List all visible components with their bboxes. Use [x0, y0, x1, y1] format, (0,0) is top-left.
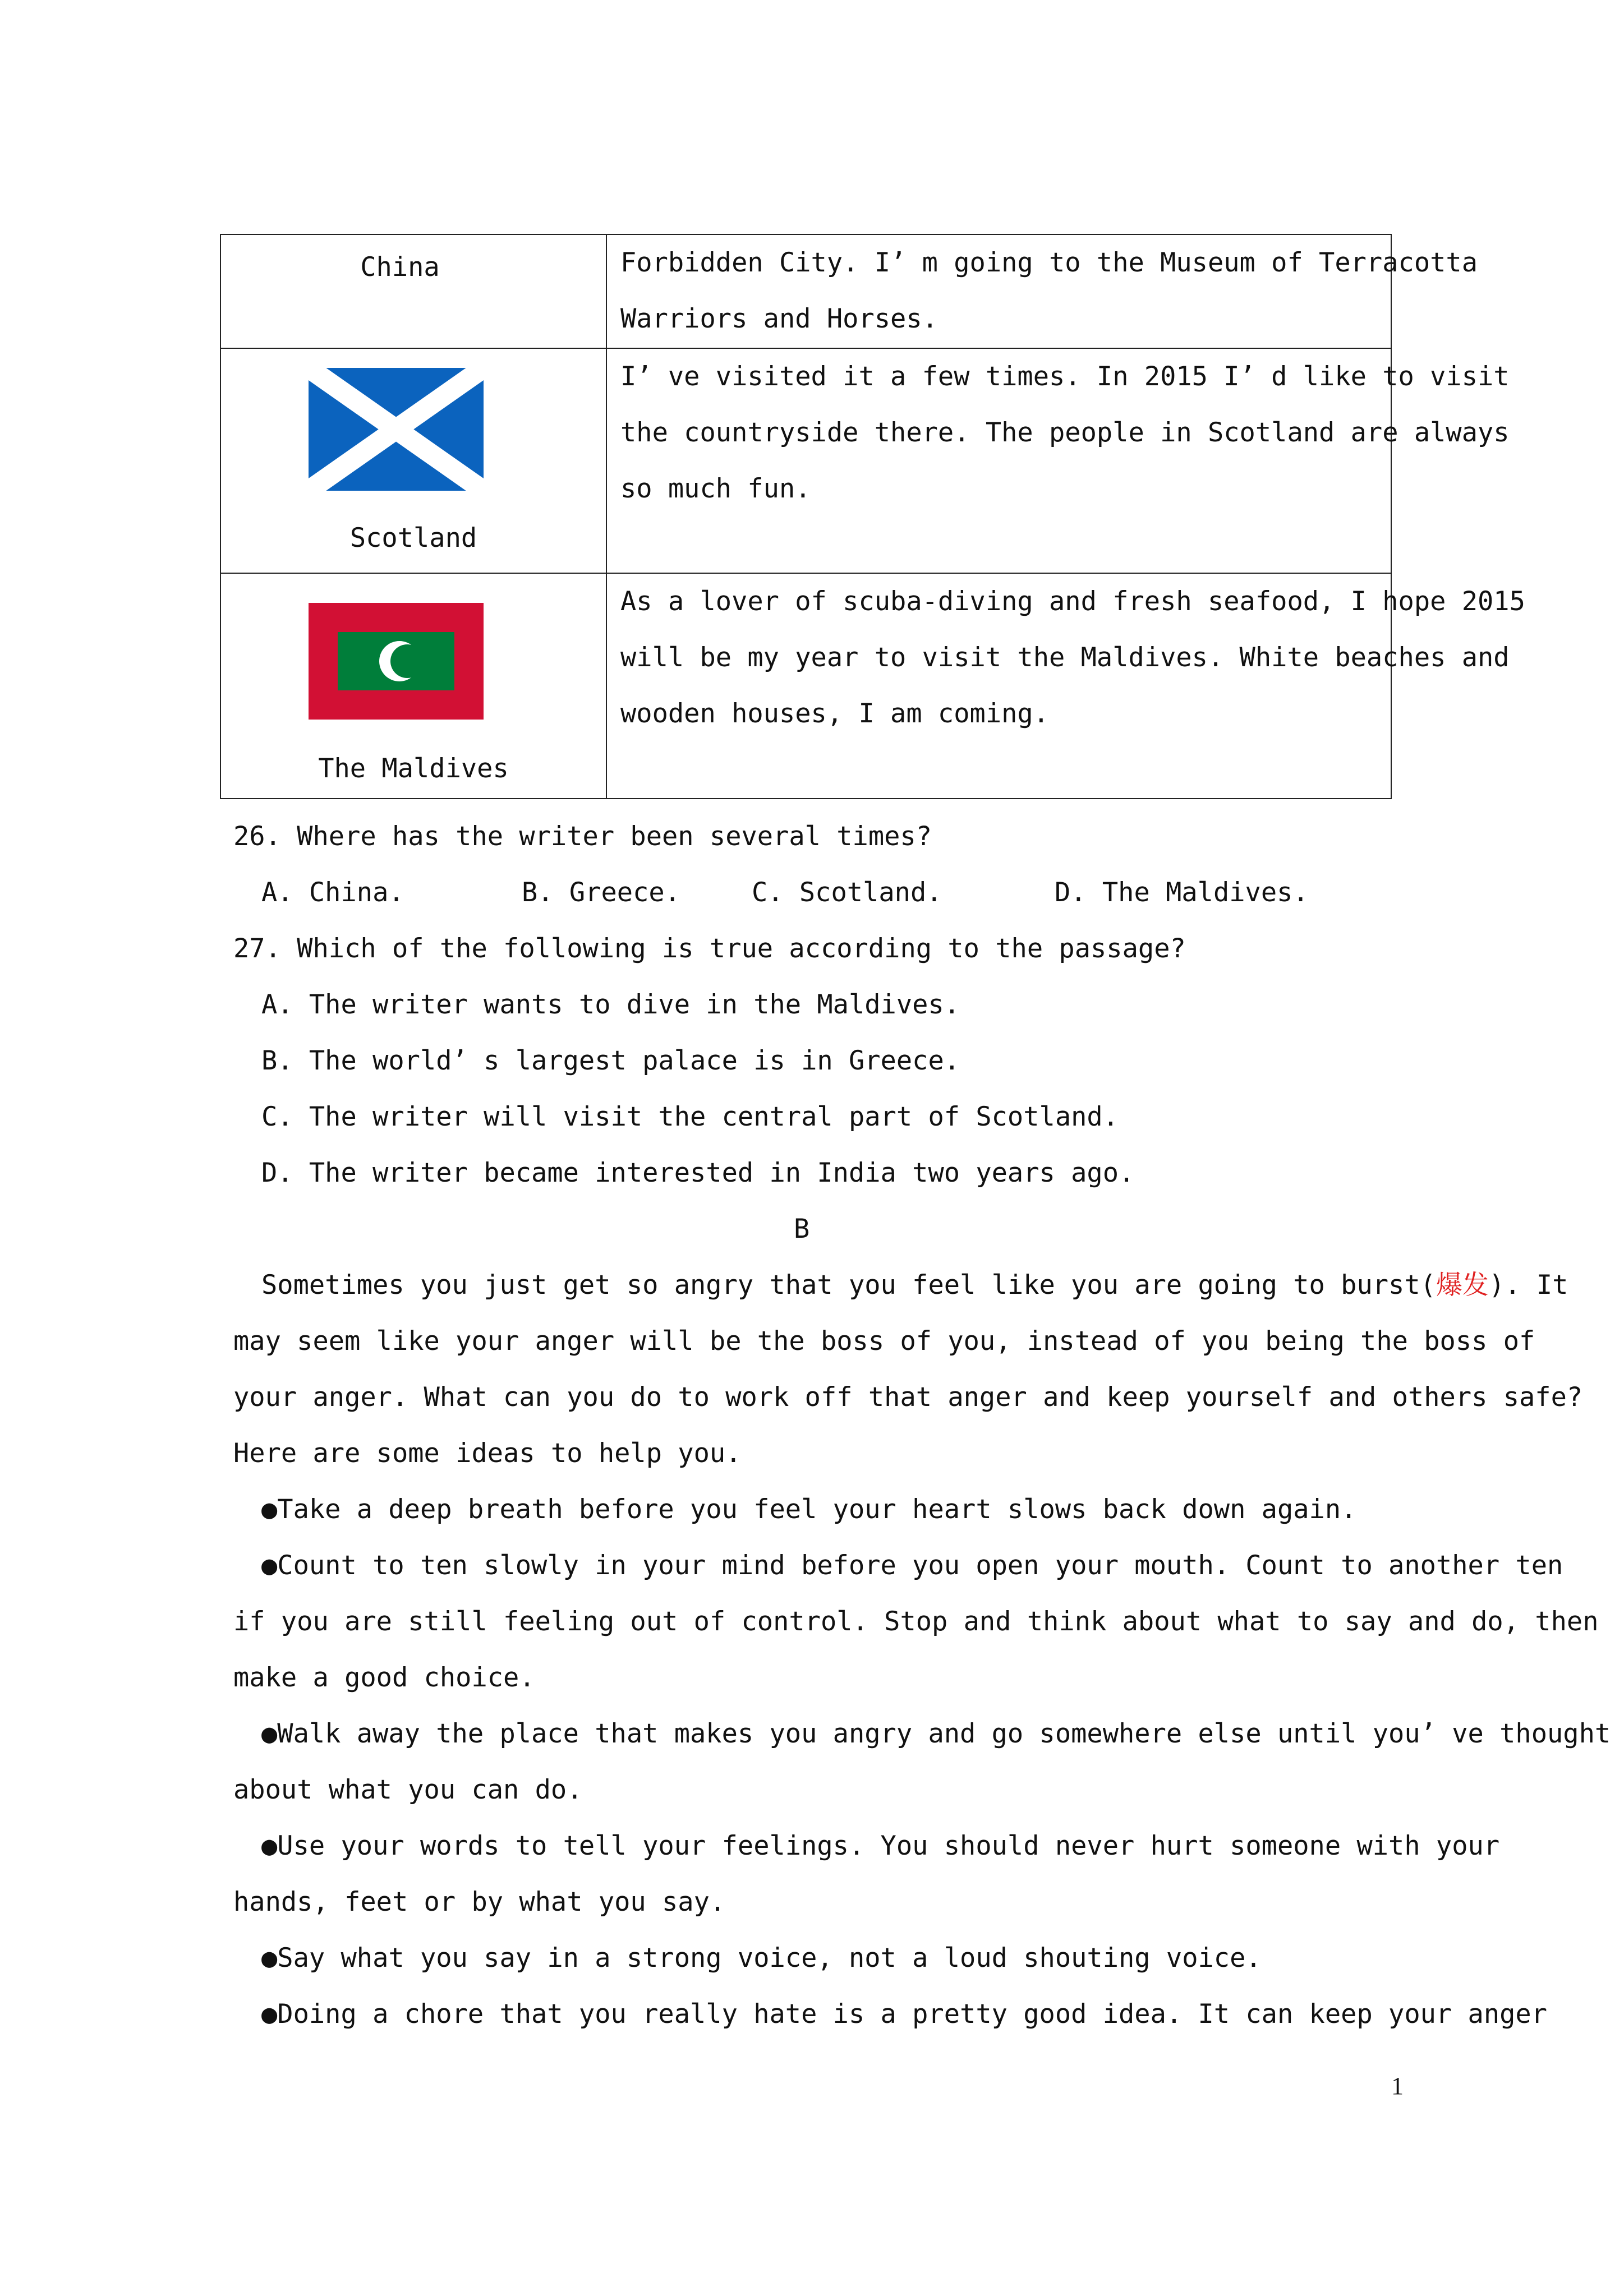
tip-bullet: ●Doing a chore that you really hate is a pretty good idea. It can keep your anger	[261, 1999, 1548, 2030]
table-row-maldives	[220, 573, 1391, 799]
intro-line: may seem like your anger will be the boss of you, instead of you being the boss of	[233, 1326, 1535, 1357]
tip-bullet: ●Use your words to tell your feelings. You should never hurt someone with your	[261, 1831, 1500, 1861]
tip-bullet-continuation: if you are still feeling out of control. Stop and think about what to say and do, then	[233, 1606, 1599, 1637]
country-name: Scotland	[349, 523, 477, 554]
country-cell	[220, 348, 606, 573]
description-line: wooden houses, I am coming.	[620, 698, 1050, 729]
scotland-flag-icon	[309, 368, 484, 491]
description-line: I’ ve visited it a few times. In 2015 I’ d like to visit	[620, 361, 1510, 392]
table-row-china	[220, 234, 1391, 348]
chinese-gloss: 爆发	[1436, 1270, 1489, 1301]
q26-option-b: B. Greece.	[522, 877, 680, 908]
intro-line: your anger. What can you do to work off that anger and keep yourself and others safe?	[233, 1382, 1583, 1413]
tip-bullet-continuation: about what you can do.	[233, 1774, 583, 1805]
q27-option-d: D. The writer became interested in India two years ago.	[261, 1158, 1135, 1188]
description-line: will be my year to visit the Maldives. White beaches and	[620, 642, 1510, 673]
intro-line-1	[261, 1269, 1568, 1302]
description-line: Warriors and Horses.	[620, 303, 938, 334]
q26-option-c: C. Scotland.	[752, 877, 942, 908]
description-cell	[606, 348, 1510, 573]
q27-option-b: B. The world’ s largest palace is in Greece.	[261, 1045, 960, 1076]
question-26: 26. Where has the writer been several times?	[233, 821, 932, 852]
question-27: 27. Which of the following is true according to the passage?	[233, 933, 1186, 964]
maldives-flag-icon	[309, 603, 484, 720]
q26-option-d: D. The Maldives.	[1055, 877, 1309, 908]
description-line: Forbidden City. I’ m going to the Museum of Terracotta	[620, 247, 1478, 278]
destinations-table	[220, 234, 1525, 799]
description-line: the countryside there. The people in Scotland are always	[620, 417, 1510, 448]
tip-bullet-continuation: make a good choice.	[233, 1662, 535, 1693]
description-cell	[606, 234, 1478, 348]
description-line: As a lover of scuba-diving and fresh seafood, I hope 2015	[620, 586, 1525, 617]
table-row-scotland	[220, 348, 1391, 573]
page-number: 1	[1391, 2072, 1404, 2100]
q26-option-a: A. China.	[261, 877, 404, 908]
section-heading: B	[794, 1214, 810, 1244]
q27-option-c: C. The writer will visit the central part of Scotland.	[261, 1101, 1119, 1132]
tip-bullet: ●Walk away the place that makes you angry and go somewhere else until you’ ve thought	[261, 1718, 1611, 1749]
country-name: China	[360, 252, 440, 283]
intro-text: Sometimes you just get so angry that you feel like you are going to burst(	[261, 1270, 1436, 1301]
description-line: so much fun.	[620, 473, 811, 504]
country-cell	[220, 573, 606, 799]
tip-bullet: ●Take a deep breath before you feel your heart slows back down again.	[261, 1494, 1357, 1525]
tip-bullet-continuation: hands, feet or by what you say.	[233, 1887, 726, 1917]
intro-text: ). It	[1488, 1270, 1568, 1301]
country-cell	[220, 234, 606, 348]
tip-bullet: ●Count to ten slowly in your mind before you open your mouth. Count to another ten	[261, 1550, 1563, 1581]
description-cell	[606, 573, 1525, 799]
country-name: The Maldives	[318, 753, 509, 784]
q27-option-a: A. The writer wants to dive in the Maldives.	[261, 989, 960, 1020]
intro-line: Here are some ideas to help you.	[233, 1438, 742, 1469]
tip-bullet: ●Say what you say in a strong voice, not a loud shouting voice.	[261, 1943, 1262, 1974]
